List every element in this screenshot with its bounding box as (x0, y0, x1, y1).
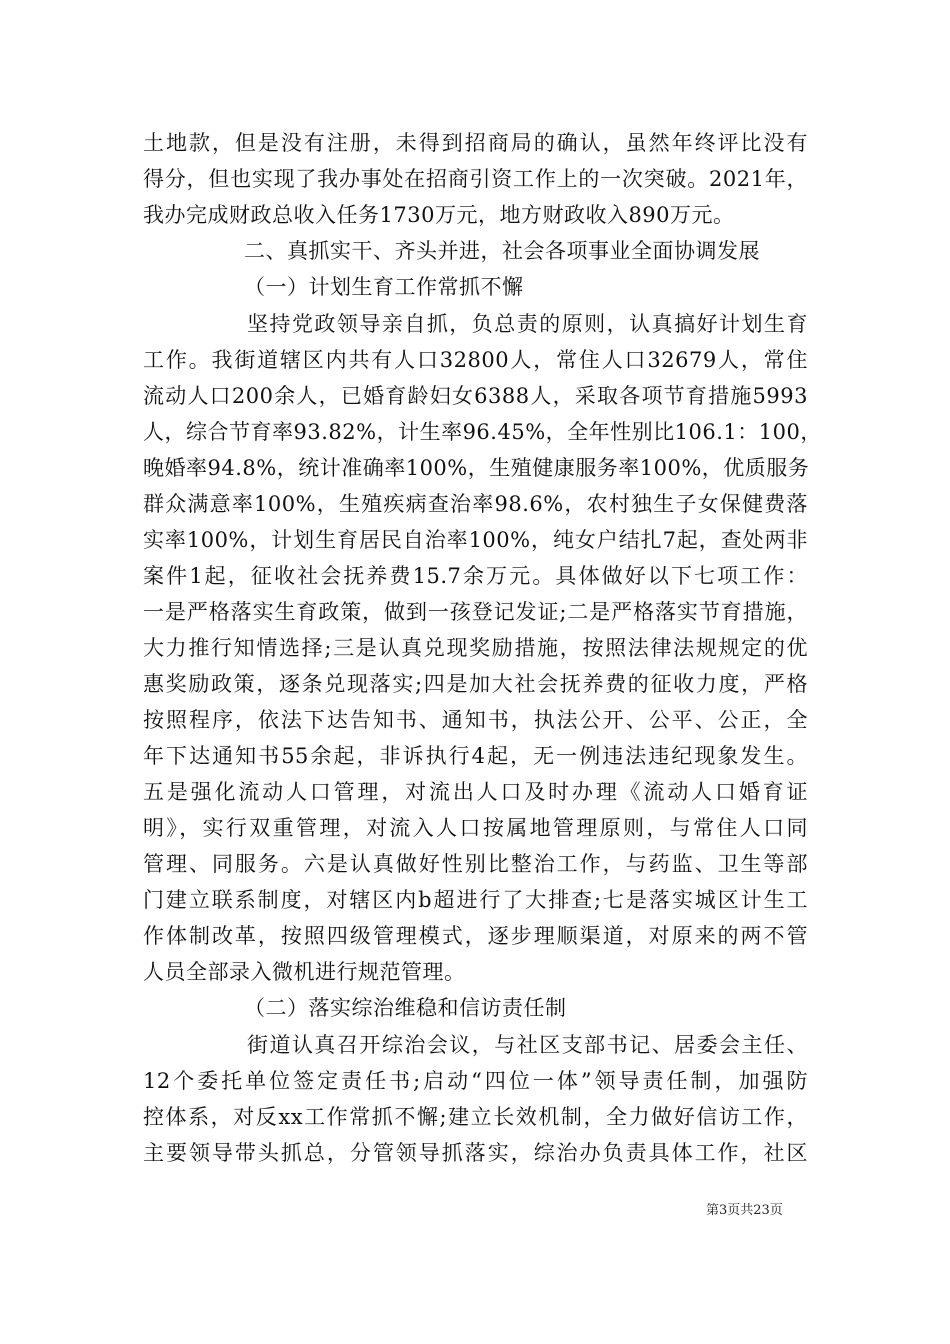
paragraph-line: 街道认真召开综治会议，与社区支部书记、居委会主任、 (247, 1033, 808, 1057)
page-number: 第3页共23页 (706, 1203, 783, 1218)
paragraph-line: 土地款，但是没有注册，未得到招商局的确认，虽然年终评比没有 (143, 131, 808, 155)
paragraph-line: 五是强化流动人口管理，对流出人口及时办理《流动人口婚育证 (143, 780, 808, 804)
subsection-heading: （一）计划生育工作常抓不懈 (244, 275, 524, 299)
paragraph-line: 管理、同服务。六是认真做好性别比整治工作，与药监、卫生等部 (143, 852, 808, 876)
paragraph-line: 门建立联系制度，对辖区内b超进行了大排查;七是落实城区计生工 (143, 888, 808, 912)
paragraph-line: 12个委托单位签定责任书;启动“四位一体”领导责任制，加强防 (143, 1069, 808, 1093)
paragraph-line: 工作。我街道辖区内共有人口32800人，常住人口32679人，常住 (143, 348, 808, 372)
paragraph-line: 人员全部录入微机进行规范管理。 (143, 960, 466, 984)
paragraph-line: 晚婚率94.8%，统计准确率100%，生殖健康服务率100%，优质服务 (143, 456, 810, 480)
paragraph-line: 群众满意率100%，生殖疾病查治率98.6%，农村独生子女保健费落 (143, 492, 808, 516)
paragraph-line: 得分，但也实现了我办事处在招商引资工作上的一次突破。2021年， (143, 167, 808, 191)
paragraph-line: 控体系，对反xx工作常抓不懈;建立长效机制，全力做好信访工作， (143, 1105, 808, 1129)
paragraph-line: 按照程序，依法下达告知书、通知书，执法公开、公平、公正，全 (143, 708, 808, 732)
paragraph-line: 明》，实行双重管理，对流入人口按属地管理原则，与常住人口同 (143, 816, 808, 840)
section-heading: 二、真抓实干、齐头并进，社会各项事业全面协调发展 (244, 239, 760, 263)
paragraph-line: 一是严格落实生育政策，做到一孩登记发证;二是严格落实节育措施， (143, 600, 808, 624)
paragraph-line: 案件1起，征收社会抚养费15.7余万元。具体做好以下七项工作： (143, 564, 808, 588)
paragraph-line: 作体制改革，按照四级管理模式，逐步理顺渠道，对原来的两不管 (143, 924, 808, 948)
paragraph-line: 惠奖励政策，逐条兑现落实;四是加大社会抚养费的征收力度，严格 (143, 672, 808, 696)
paragraph-line: 流动人口200余人，已婚育龄妇女6388人，采取各项节育措施5993 (143, 384, 808, 408)
paragraph-line: 坚持党政领导亲自抓，负总责的原则，认真搞好计划生育 (247, 312, 808, 336)
paragraph-line: 主要领导带头抓总，分管领导抓落实，综治办负责具体工作，社区 (143, 1141, 808, 1165)
paragraph-line: 大力推行知情选择;三是认真兑现奖励措施，按照法律法规规定的优 (143, 636, 808, 660)
paragraph-line: 年下达通知书55余起，非诉执行4起，无一例违法违纪现象发生。 (143, 744, 808, 768)
paragraph-line: 实率100%，计划生育居民自治率100%，纯女户结扎7起，查处两非 (143, 528, 808, 552)
paragraph-line: 我办完成财政总收入任务1730万元，地方财政收入890万元。 (143, 203, 735, 227)
paragraph-line: 人，综合节育率93.82%，计生率96.45%，全年性别比106.1：100， (143, 420, 822, 444)
subsection-heading: （二）落实综治维稳和信访责任制 (244, 996, 567, 1020)
